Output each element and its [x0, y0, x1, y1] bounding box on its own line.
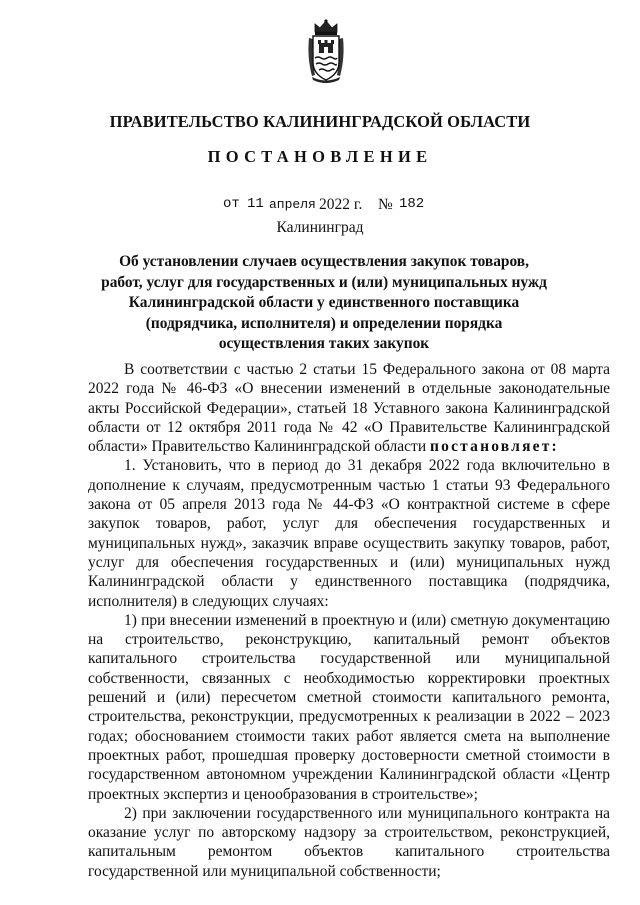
date-day: 11 — [247, 196, 264, 212]
city-name: Калининград — [276, 219, 364, 236]
document-body — [88, 360, 610, 881]
number-sign: № — [378, 196, 393, 213]
preamble-paragraph — [88, 360, 610, 456]
document-number: 182 — [399, 196, 425, 212]
clause-1: 1. Установить, что в период до 31 декабря 2022 года включительно в дополнение к случаям, предусмотренным частью 1 статьи 93 Федерального закона от 05 апреля 2013 года № 44-ФЗ «О контрактной системе в сфере закупок товаров, работ, услуг для обеспечения государственных и муниципальных нужд», заказчик вправе осуществить закупку товаров, работ, услуг для обеспечения государственных и (или) муниципальных нужд Калининградской области у единственного поставщика (подрядчика, исполнителя) в следующих случаях: — [88, 457, 610, 610]
date-number-line — [0, 196, 640, 218]
date-prefix: от — [223, 196, 240, 212]
decree-word: постановляет: — [430, 438, 559, 456]
coat-of-arms-emblem — [306, 18, 346, 84]
clause-1-item-1: 1) при внесении изменений в проектную и (или) сметную документацию на строительство, реконструкцию, капитальный ремонт объектов капитального строительства государственной или муниципальной собственности, связанных с необходимостью корректировки проектных решений и (или) пересчетом сметной стоимости капитального ремонта, строительства, реконструкции, предусмотренных к реализации в 2022 – 2023 годах; обоснованием стоимости таких работ является смета на выполнение проектных работ, прошедшая проверку достоверности сметной стоимости в государственном автономном учреждении Калининградской области «Центр проектных экспертиз и ценообразования в строительстве»; — [88, 611, 610, 803]
date-month: апреля — [269, 197, 316, 212]
clause-1-item-2: 2) при заключении государственного или муниципального контракта на оказание услуг по авторскому надзору за строительством, реконструкцией, капитальным ремонтом объектов капитального строительства государственной или муниципальной собственности; — [88, 804, 610, 880]
date-year: 2022 г. — [319, 196, 363, 213]
document-title: Об установлении случаев осуществления закупок товаров, работ, услуг для государственных и (или) муниципальных нужд Калининградской области у единственного поставщика (подрядчика, исполнителя) и определении порядка осуществления таких закупок — [101, 253, 547, 352]
document-type: ПОСТАНОВЛЕНИЕ — [207, 147, 433, 166]
government-name: ПРАВИТЕЛЬСТВО КАЛИНИНГРАДСКОЙ ОБЛАСТИ — [109, 112, 531, 131]
preamble-text: В соответствии с частью 2 статьи 15 Федерального закона от 08 марта 2022 года № 46-ФЗ «О внесении изменений в отдельные законодательные акты Российской Федерации», статьей 18 Уставного закона Калининградской области от 12 октября 2011 года № 42 «О Правительстве Калининградской области» Правительство Калининградской области — [88, 361, 610, 456]
